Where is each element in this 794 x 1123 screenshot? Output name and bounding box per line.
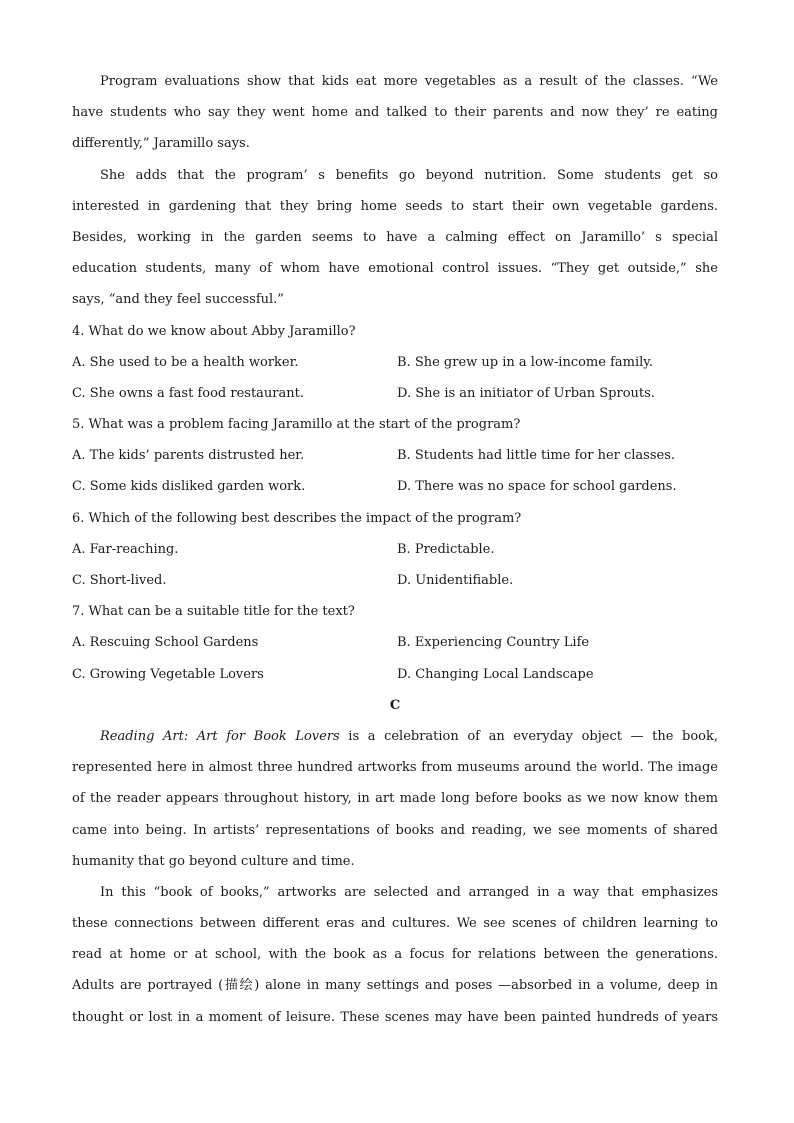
text-line: represented here in almost three hundred artworks from museums around the world. The image (72, 760, 718, 776)
option-a: A. The kids’ parents distrusted her. (72, 448, 305, 464)
text-fragment: is a celebration of an everyday object — the book, (339, 728, 719, 744)
question-stem: 5. What was a problem facing Jaramillo at the start of the program? (72, 417, 521, 433)
text-line: thought or lost in a moment of leisure. These scenes may have been painted hundreds of years (72, 1009, 718, 1025)
text-line: education students, many of whom have emotional control issues. “They get outside,” she (72, 261, 718, 277)
text-line (72, 721, 718, 752)
question-stem: 6. Which of the following best describes the impact of the program? (72, 510, 522, 526)
text-line: have students who say they went home and talked to their parents and now they’ re eating (72, 105, 718, 121)
question-4 (72, 316, 718, 410)
text-line: these connections between different eras and cultures. We see scenes of children learning to (72, 916, 718, 932)
question-stem: 7. What can be a suitable title for the text? (72, 604, 355, 620)
option-a: A. Rescuing School Gardens (72, 635, 259, 651)
question-5 (72, 409, 718, 503)
question-6 (72, 503, 718, 597)
option-c: C. Short-lived. (72, 573, 167, 588)
option-c: C. Some kids disliked garden work. (72, 479, 306, 495)
passage-c-paragraph-1 (72, 721, 718, 877)
option-a: A. She used to be a health worker. (72, 354, 299, 370)
document-page (72, 66, 718, 1033)
text-line: differently,” Jaramillo says. (72, 136, 250, 152)
question-7 (72, 596, 718, 690)
option-c: C. Growing Vegetable Lovers (72, 666, 264, 682)
option-a: A. Far-reaching. (72, 541, 179, 557)
text-line: Besides, working in the garden seems to have a calming effect on Jaramillo’ s special (72, 229, 718, 245)
option-b: B. She grew up in a low-income family. (397, 354, 654, 370)
option-d: D. There was no space for school gardens. (397, 479, 677, 495)
text-line: of the reader appears throughout history, in art made long before books as we now know them (72, 791, 718, 807)
question-stem: 4. What do we know about Abby Jaramillo? (72, 323, 356, 339)
text-line: In this “book of books,” artworks are selected and arranged in a way that emphasizes (100, 884, 718, 900)
passage-c-paragraph-2 (72, 877, 718, 1033)
text-line: humanity that go beyond culture and time. (72, 853, 355, 869)
option-d: D. Changing Local Landscape (397, 666, 594, 682)
option-c: C. She owns a fast food restaurant. (72, 385, 304, 401)
option-b: B. Predictable. (397, 541, 495, 557)
option-d: D. Unidentifiable. (397, 573, 514, 588)
option-b: B. Experiencing Country Life (397, 635, 590, 651)
option-b: B. Students had little time for her classes. (397, 448, 676, 464)
text-line: interested in gardening that they bring home seeds to start their own vegetable gardens. (72, 198, 718, 214)
book-title: Reading Art: Art for Book Lovers (100, 728, 340, 744)
text-line: read at home or at school, with the book as a focus for relations between the generations. (72, 947, 718, 963)
text-line: came into being. In artists’ representations of books and reading, we see moments of shared (72, 822, 718, 838)
text-line: says, “and they feel successful.” (72, 292, 284, 308)
passage-b-paragraph-1 (72, 66, 718, 160)
passage-b-paragraph-2 (72, 160, 718, 316)
section-heading: C (389, 697, 401, 713)
option-d: D. She is an initiator of Urban Sprouts. (397, 385, 655, 401)
text-line: Adults are portrayed (描绘) alone in many settings and poses —absorbed in a volume, deep in (72, 978, 718, 994)
text-line: Program evaluations show that kids eat more vegetables as a result of the classes. “We (100, 74, 718, 89)
text-line: She adds that the program’ s benefits go beyond nutrition. Some students get so (100, 167, 718, 183)
